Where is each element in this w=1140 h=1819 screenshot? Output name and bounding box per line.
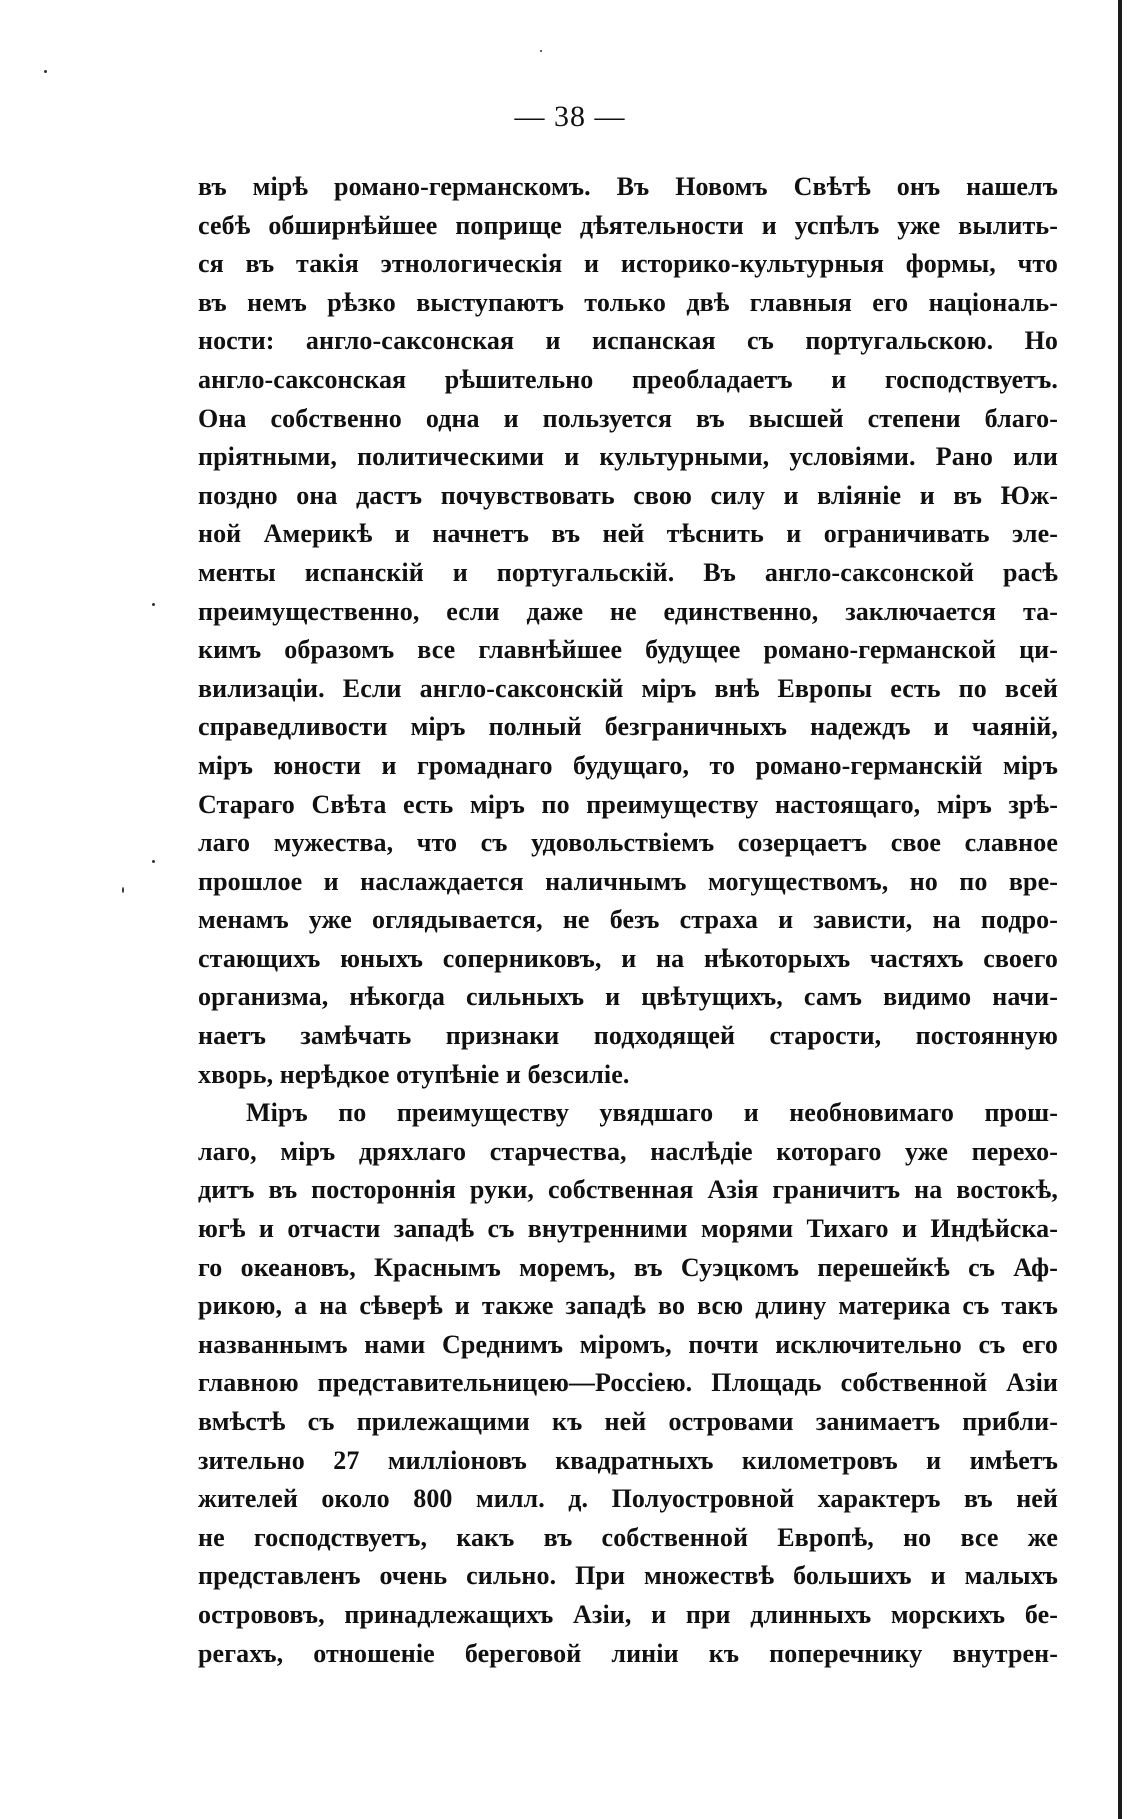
scan-speck	[122, 887, 124, 893]
scan-speck	[44, 70, 47, 73]
text-line: Она собственно одна и пользуется въ высшей степени благо-	[198, 403, 1058, 433]
scan-speck	[540, 50, 542, 52]
text-line: вмѣстѣ съ прилежащими къ ней островами занимаетъ прибли-	[198, 1407, 1058, 1436]
text-line: регахъ, отношеніе береговой линіи къ поперечнику внутрен-	[198, 1638, 1058, 1668]
page-edge-shadow	[1118, 0, 1122, 1819]
text-line: справедливости міръ полный безграничныхъ надеждъ и чаяній,	[198, 712, 1058, 742]
scan-speck	[152, 860, 155, 863]
text-line: стающихъ юныхъ соперниковъ, и на нѣкоторыхъ частяхъ своего	[198, 943, 1058, 973]
text-line: главною представительницею—Россіею. Площадь собственной Азіи	[198, 1368, 1058, 1398]
body-text	[198, 168, 1058, 1673]
text-line: менты испанскій и португальскій. Въ англо-саксонской расѣ	[198, 557, 1058, 587]
text-line: югѣ и отчасти западѣ съ внутренними морями Тихаго и Индѣйска-	[198, 1214, 1058, 1244]
scan-speck	[152, 603, 155, 606]
text-line: преимущественно, если даже не единственно, заключается та-	[198, 596, 1058, 626]
page-number: — 38 —	[514, 100, 626, 133]
text-line: пріятными, политическими и культурными, условіями. Рано или	[198, 442, 1058, 472]
text-line: наетъ замѣчать признаки подходящей старости, постоянную	[198, 1021, 1058, 1051]
paragraph-end-line: хворь, нерѣдкое отупѣніе и безсиліе.	[198, 1059, 630, 1089]
text-line: міръ юности и громаднаго будущаго, то романо-германскій міръ	[198, 750, 1058, 780]
text-line: себѣ обширнѣйшее поприще дѣятельности и успѣлъ уже вылить-	[198, 210, 1058, 240]
text-line: поздно она дастъ почувствовать свою силу и вліяніе и въ Юж-	[198, 480, 1058, 510]
text-line: Стараго Свѣта есть міръ по преимуществу настоящаго, міръ зрѣ-	[198, 789, 1058, 819]
text-line: названнымъ нами Среднимъ міромъ, почти исключительно съ его	[198, 1329, 1058, 1359]
text-line: лаго, міръ дряхлаго старчества, наслѣдіе котораго уже перехо-	[198, 1136, 1058, 1166]
text-line: зительно 27 милліоновъ квадратныхъ километровъ и имѣетъ	[198, 1445, 1058, 1475]
text-line: жителей около 800 милл. д. Полуостровной характеръ въ ней	[198, 1484, 1058, 1514]
text-line: не господствуетъ, какъ въ собственной Европѣ, но все же	[198, 1522, 1058, 1552]
text-line: менамъ уже оглядывается, не безъ страха и зависти, на подро-	[198, 905, 1058, 935]
text-line: ся въ такія этнологическія и историко-культурныя формы, что	[198, 249, 1058, 279]
text-line: ности: англо-саксонская и испанская съ португальскою. Но	[198, 326, 1058, 356]
text-line: въ мірѣ романо-германскомъ. Въ Новомъ Свѣтѣ онъ нашелъ	[198, 172, 1058, 201]
text-line: го океановъ, Краснымъ моремъ, въ Суэцкомъ перешейкѣ съ Аф-	[198, 1252, 1058, 1282]
text-line: англо-саксонская рѣшительно преобладаетъ и господствуетъ.	[198, 364, 1058, 394]
text-line: въ немъ рѣзко выступаютъ только двѣ главныя его національ-	[198, 287, 1058, 317]
paragraph-start-line: Міръ по преимуществу увядшаго и необновимаго прош-	[246, 1098, 1058, 1128]
text-line: рикою, а на сѣверѣ и также западѣ во всю длину материка съ такъ	[198, 1291, 1058, 1321]
text-line: ной Америкѣ и начнетъ въ ней тѣснить и ограничивать эле-	[198, 519, 1058, 549]
text-line: вилизаціи. Если англо-саксонскій міръ внѣ Европы есть по всей	[198, 673, 1058, 703]
text-line: дитъ въ постороннія руки, собственная Азія граничитъ на востокѣ,	[198, 1175, 1058, 1205]
text-line: представленъ очень сильно. При множествѣ большихъ и малыхъ	[198, 1561, 1058, 1591]
text-line: острововъ, принадлежащихъ Азіи, и при длинныхъ морскихъ бе-	[198, 1599, 1058, 1629]
text-line: организма, нѣкогда сильныхъ и цвѣтущихъ, самъ видимо начи-	[198, 982, 1058, 1012]
text-line: прошлое и наслаждается наличнымъ могуществомъ, но по вре-	[198, 866, 1058, 896]
text-line: лаго мужества, что съ удовольствіемъ созерцаетъ свое славное	[198, 828, 1058, 858]
text-line: кимъ образомъ все главнѣйшее будущее романо-германской ци-	[198, 635, 1058, 665]
